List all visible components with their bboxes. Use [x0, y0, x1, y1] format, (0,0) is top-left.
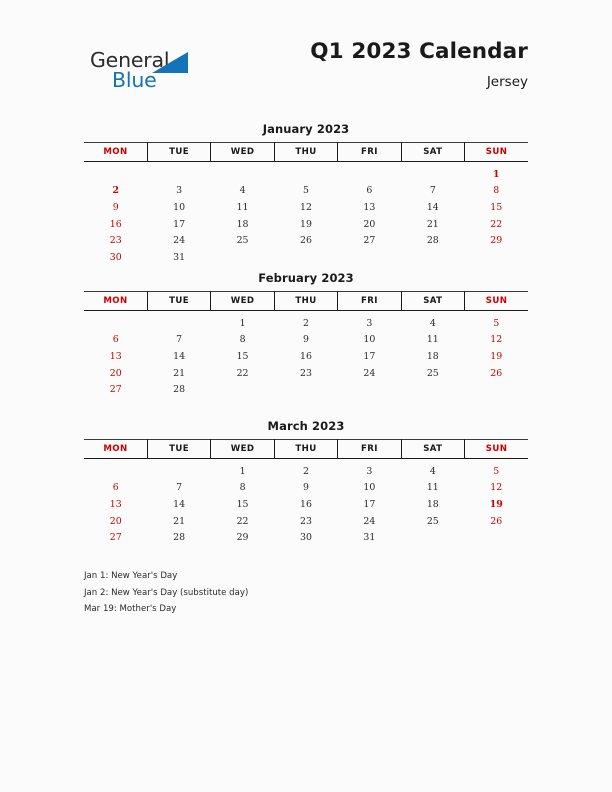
- weekday-header-row: [84, 440, 528, 459]
- day-cell-empty: [338, 381, 401, 398]
- week-row: [84, 348, 528, 365]
- day-cell[interactable]: 6: [366, 185, 373, 197]
- logo-word-general: General: [90, 48, 170, 72]
- day-cell-empty: [211, 381, 274, 398]
- day-cell[interactable]: 14: [173, 350, 186, 362]
- weekday-header-thu: THU: [274, 143, 337, 162]
- holiday-entry: Mar 19: Mother's Day: [84, 604, 177, 614]
- week-row: [84, 249, 528, 266]
- day-cell[interactable]: 20: [109, 367, 122, 379]
- day-cell[interactable]: 24: [363, 367, 376, 379]
- day-cell-empty: [401, 529, 464, 546]
- weekday-header-row: [84, 292, 528, 311]
- day-cell[interactable]: 10: [363, 334, 376, 346]
- weekday-header-wed: WED: [211, 440, 274, 459]
- day-cell[interactable]: 8: [239, 334, 246, 346]
- day-cell[interactable]: 18: [426, 350, 439, 362]
- day-cell[interactable]: 31: [173, 251, 186, 263]
- day-cell[interactable]: 17: [363, 350, 376, 362]
- day-cell-empty: [274, 249, 337, 266]
- day-cell[interactable]: 4: [429, 317, 436, 329]
- week-row: [84, 232, 528, 249]
- day-cell[interactable]: 10: [173, 201, 186, 213]
- day-cell[interactable]: 6: [112, 482, 119, 494]
- title-block: [310, 40, 528, 90]
- day-cell[interactable]: 29: [490, 235, 503, 247]
- week-row: [84, 513, 528, 530]
- day-cell[interactable]: 28: [173, 532, 186, 544]
- weekday-header-tue: TUE: [147, 440, 210, 459]
- month-title: January 2023: [262, 122, 350, 136]
- day-cell[interactable]: 27: [109, 384, 122, 396]
- day-cell-holiday[interactable]: 2: [112, 185, 119, 197]
- holiday-entry: Jan 1: New Year's Day: [84, 571, 178, 581]
- weekday-header-fri: FRI: [338, 440, 401, 459]
- day-cell-empty: [401, 249, 464, 266]
- day-cell[interactable]: 21: [426, 218, 439, 230]
- week-row: [84, 311, 528, 332]
- day-cell[interactable]: 25: [426, 515, 439, 527]
- day-cell[interactable]: 11: [426, 334, 439, 346]
- day-cell[interactable]: 15: [236, 498, 249, 510]
- day-cell[interactable]: 28: [426, 235, 439, 247]
- day-cell-empty: [84, 311, 147, 332]
- day-cell-empty: [274, 162, 337, 183]
- weekday-header-wed: WED: [211, 143, 274, 162]
- day-cell[interactable]: 29: [236, 532, 249, 544]
- week-row: [84, 496, 528, 513]
- weekday-header-sat: SAT: [401, 292, 464, 311]
- day-cell[interactable]: 11: [236, 201, 249, 213]
- day-cell[interactable]: 26: [490, 515, 503, 527]
- day-cell[interactable]: 10: [363, 482, 376, 494]
- day-cell[interactable]: 20: [109, 515, 122, 527]
- day-cell[interactable]: 19: [300, 218, 312, 230]
- month-title: February 2023: [258, 271, 354, 285]
- day-cell[interactable]: 4: [239, 185, 246, 197]
- day-cell[interactable]: 3: [176, 185, 183, 197]
- day-cell[interactable]: 13: [363, 201, 376, 213]
- day-cell[interactable]: 24: [363, 515, 376, 527]
- day-cell[interactable]: 26: [300, 235, 312, 247]
- day-cell[interactable]: 17: [363, 498, 376, 510]
- day-cell[interactable]: 12: [490, 482, 503, 494]
- week-row: [84, 480, 528, 497]
- day-cell[interactable]: 9: [112, 201, 119, 213]
- day-cell[interactable]: 22: [236, 367, 249, 379]
- day-cell-empty: [465, 529, 528, 546]
- day-cell[interactable]: 30: [109, 251, 122, 263]
- weekday-header-fri: FRI: [338, 292, 401, 311]
- day-cell[interactable]: 24: [173, 235, 186, 247]
- month-grid: [84, 291, 528, 398]
- day-cell[interactable]: 17: [173, 218, 186, 230]
- weekday-header-thu: THU: [274, 440, 337, 459]
- day-cell[interactable]: 1: [239, 465, 246, 477]
- day-cell[interactable]: 3: [366, 465, 373, 477]
- day-cell[interactable]: 21: [173, 515, 186, 527]
- day-cell[interactable]: 25: [236, 235, 249, 247]
- day-cell[interactable]: 25: [426, 367, 439, 379]
- day-cell-empty: [147, 311, 210, 332]
- day-cell[interactable]: 13: [109, 350, 122, 362]
- day-cell[interactable]: 26: [490, 367, 503, 379]
- day-cell[interactable]: 5: [493, 317, 500, 329]
- week-row: [84, 365, 528, 382]
- day-cell[interactable]: 14: [426, 201, 439, 213]
- holiday-legend: [84, 568, 484, 618]
- day-cell[interactable]: 8: [493, 185, 500, 197]
- weekday-header-sat: SAT: [401, 440, 464, 459]
- week-row: [84, 162, 528, 183]
- month-block-january: [84, 122, 528, 266]
- day-cell[interactable]: 23: [300, 515, 312, 527]
- day-cell[interactable]: 18: [426, 498, 439, 510]
- week-row: [84, 381, 528, 398]
- weekday-header-wed: WED: [211, 292, 274, 311]
- day-cell[interactable]: 3: [366, 317, 373, 329]
- day-cell[interactable]: 1: [239, 317, 246, 329]
- day-cell-holiday[interactable]: 19: [489, 498, 503, 510]
- day-cell[interactable]: 7: [176, 334, 183, 346]
- week-row: [84, 183, 528, 200]
- day-cell-empty: [401, 162, 464, 183]
- month-grid: [84, 142, 528, 266]
- weekday-header-fri: FRI: [338, 143, 401, 162]
- weekday-header-sun: SUN: [465, 440, 528, 459]
- day-cell[interactable]: 8: [239, 482, 246, 494]
- page-title: Q1 2023 Calendar: [310, 39, 528, 64]
- day-cell-empty: [338, 162, 401, 183]
- day-cell[interactable]: 2: [302, 465, 309, 477]
- weekday-header-row: [84, 143, 528, 162]
- month-block-march: [84, 419, 528, 546]
- logo-triangle-icon: [152, 52, 188, 73]
- week-row: [84, 529, 528, 546]
- day-cell[interactable]: 7: [429, 185, 436, 197]
- day-cell[interactable]: 30: [300, 532, 312, 544]
- day-cell[interactable]: 6: [112, 334, 119, 346]
- weekday-header-mon: MON: [84, 143, 147, 162]
- weekday-header-sun: SUN: [465, 292, 528, 311]
- weekday-header-mon: MON: [84, 292, 147, 311]
- day-cell-empty: [211, 162, 274, 183]
- day-cell-empty: [147, 162, 210, 183]
- day-cell[interactable]: 16: [109, 218, 122, 230]
- day-cell[interactable]: 16: [300, 498, 312, 510]
- day-cell[interactable]: 31: [363, 532, 376, 544]
- weekday-header-tue: TUE: [147, 143, 210, 162]
- day-cell[interactable]: 15: [490, 201, 503, 213]
- day-cell[interactable]: 9: [302, 482, 309, 494]
- day-cell[interactable]: 27: [109, 532, 122, 544]
- day-cell[interactable]: 12: [300, 201, 312, 213]
- day-cell-empty: [84, 459, 147, 480]
- day-cell[interactable]: 16: [300, 350, 312, 362]
- month-block-february: [84, 271, 528, 398]
- day-cell[interactable]: 23: [109, 235, 122, 247]
- week-row: [84, 216, 528, 233]
- day-cell[interactable]: 11: [426, 482, 439, 494]
- day-cell[interactable]: 13: [109, 498, 122, 510]
- day-cell-empty: [401, 381, 464, 398]
- day-cell-holiday[interactable]: 1: [493, 168, 500, 180]
- day-cell[interactable]: 22: [490, 218, 503, 230]
- week-row: [84, 199, 528, 216]
- day-cell[interactable]: 12: [490, 334, 503, 346]
- day-cell[interactable]: 20: [363, 218, 376, 230]
- day-cell[interactable]: 7: [176, 482, 183, 494]
- day-cell-empty: [274, 381, 337, 398]
- month-grid: [84, 439, 528, 546]
- day-cell[interactable]: 27: [363, 235, 376, 247]
- weekday-header-sat: SAT: [401, 143, 464, 162]
- day-cell[interactable]: 22: [236, 515, 249, 527]
- day-cell[interactable]: 4: [429, 465, 436, 477]
- day-cell[interactable]: 23: [300, 367, 312, 379]
- weekday-header-sun: SUN: [465, 143, 528, 162]
- page-subtitle-location: Jersey: [486, 73, 528, 90]
- page-header: [84, 40, 528, 108]
- day-cell-empty: [84, 162, 147, 183]
- day-cell[interactable]: 21: [173, 367, 186, 379]
- day-cell[interactable]: 9: [302, 334, 309, 346]
- day-cell-empty: [338, 249, 401, 266]
- day-cell-empty: [211, 249, 274, 266]
- day-cell[interactable]: 5: [302, 185, 309, 197]
- day-cell-empty: [147, 459, 210, 480]
- week-row: [84, 459, 528, 480]
- day-cell[interactable]: 5: [493, 465, 500, 477]
- day-cell[interactable]: 2: [302, 317, 309, 329]
- month-title: March 2023: [267, 419, 345, 433]
- logo-word-blue: Blue: [112, 68, 157, 92]
- weekday-header-mon: MON: [84, 440, 147, 459]
- day-cell[interactable]: 28: [173, 384, 186, 396]
- day-cell[interactable]: 19: [490, 350, 503, 362]
- general-blue-logo[interactable]: [90, 44, 210, 96]
- weekday-header-tue: TUE: [147, 292, 210, 311]
- day-cell[interactable]: 15: [236, 350, 249, 362]
- day-cell-empty: [465, 249, 528, 266]
- day-cell-empty: [465, 381, 528, 398]
- weekday-header-thu: THU: [274, 292, 337, 311]
- holiday-entry: Jan 2: New Year's Day (substitute day): [84, 587, 249, 598]
- day-cell[interactable]: 18: [236, 218, 249, 230]
- week-row: [84, 332, 528, 349]
- day-cell[interactable]: 14: [173, 498, 186, 510]
